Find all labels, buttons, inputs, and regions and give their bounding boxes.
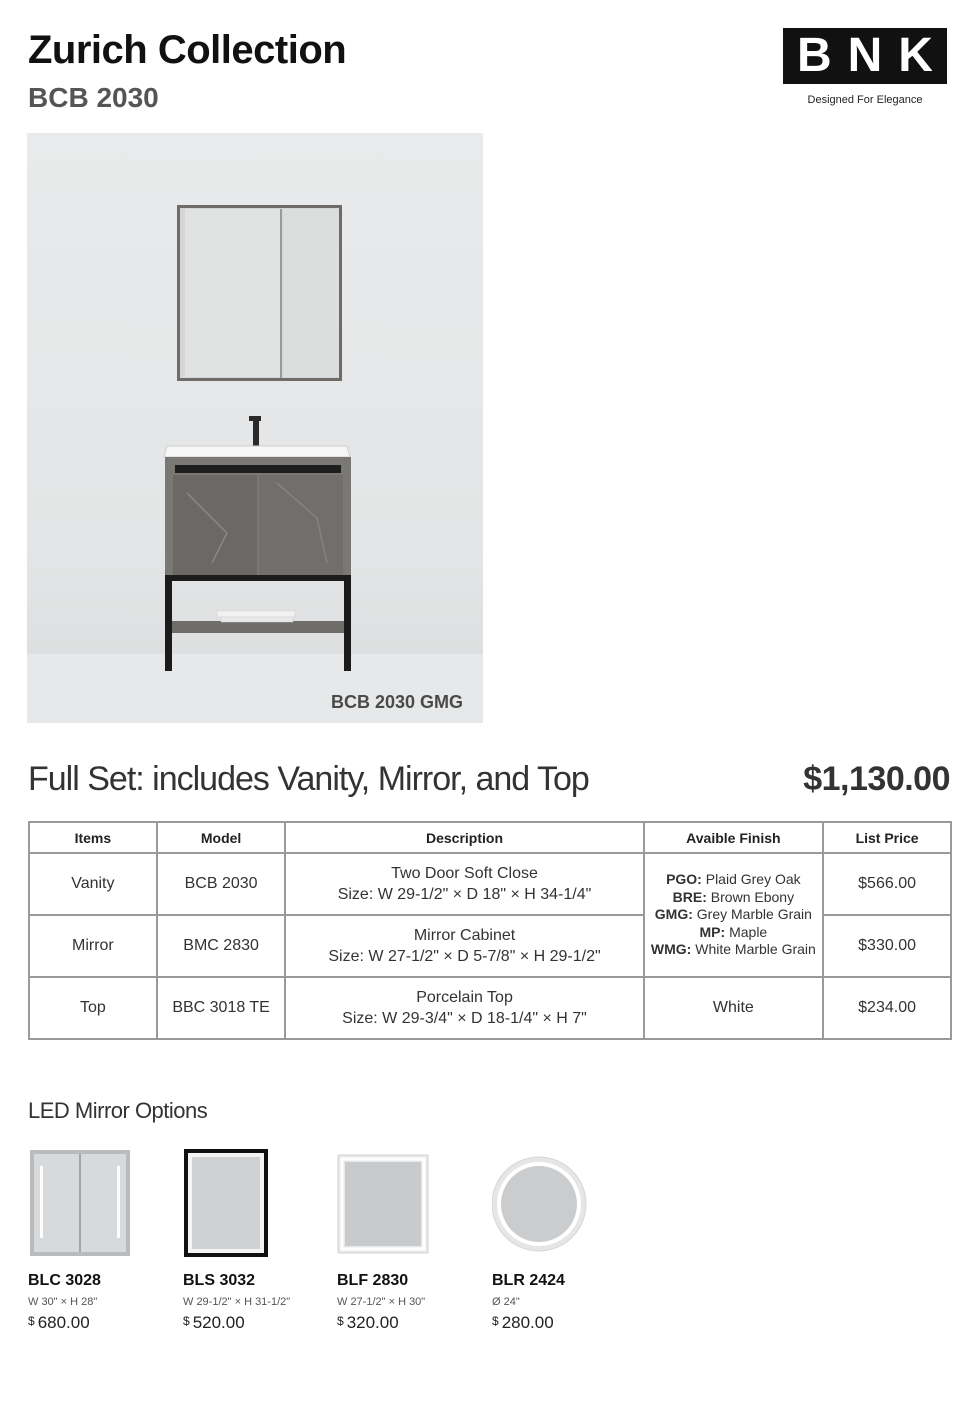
description-cell: [285, 977, 643, 1039]
medicine-cabinet-mirror-icon: [28, 1148, 138, 1258]
column-header-items: Items: [29, 822, 157, 853]
spec-table: [28, 821, 952, 1040]
led-option-card: [28, 1148, 178, 1333]
description-title: Porcelain Top: [416, 989, 513, 1006]
model-cell: BMC 2830: [157, 915, 286, 977]
description-title: Two Door Soft Close: [391, 865, 538, 882]
model-cell: BCB 2030: [157, 853, 286, 915]
option-model: BLC 3028: [28, 1272, 101, 1289]
option-size: W 27-1/2" × H 30": [337, 1296, 426, 1308]
option-size: W 29-1/2" × H 31-1/2": [183, 1296, 291, 1308]
led-option-card: [183, 1148, 333, 1333]
led-options-title: LED Mirror Options: [28, 1098, 208, 1123]
price-cell: $566.00: [823, 853, 951, 915]
led-option-card: [337, 1148, 487, 1333]
framed-mirror-icon: [183, 1148, 293, 1258]
full-set-label: Full Set: includes Vanity, Mirror, and Top: [28, 760, 589, 798]
finish-option: MP: Maple: [699, 923, 768, 940]
brand-logo-box: [783, 28, 947, 84]
column-header-finish: Avaible Finish: [644, 822, 824, 853]
logo-letter-n: N: [847, 29, 883, 82]
round-mirror-icon: [492, 1148, 602, 1258]
logo-letter-b: B: [796, 29, 832, 82]
finish-cell: White: [644, 977, 824, 1039]
full-set-price: $1,130.00: [803, 760, 950, 798]
product-photo: [27, 133, 483, 723]
finish-option: BRE: Brown Ebony: [672, 888, 795, 905]
option-size: W 30" × H 28": [28, 1296, 98, 1308]
option-model: BLR 2424: [492, 1272, 565, 1289]
item-cell: Top: [29, 977, 157, 1039]
option-price: $ 520.00: [183, 1313, 245, 1332]
page-title: Zurich Collection: [28, 28, 347, 72]
table-header-row: [29, 822, 951, 853]
mirror-cabinet-graphic: [177, 205, 342, 381]
vanity-illustration: [27, 133, 483, 723]
item-cell: Vanity: [29, 853, 157, 915]
vanity-graphic: [165, 457, 351, 671]
logo-letter-k: K: [898, 29, 933, 82]
table-row: [29, 977, 951, 1039]
led-option-card: [492, 1148, 642, 1333]
price-cell: $330.00: [823, 915, 951, 977]
photo-caption: BCB 2030 GMG: [330, 692, 463, 712]
option-price: $ 320.00: [337, 1313, 399, 1332]
column-header-price: List Price: [823, 822, 951, 853]
option-model: BLF 2830: [337, 1272, 409, 1289]
model-cell: BBC 3018 TE: [157, 977, 286, 1039]
finish-option: GMG: Grey Marble Grain: [654, 906, 812, 923]
option-model: BLS 3032: [183, 1272, 256, 1289]
price-cell: $234.00: [823, 977, 951, 1039]
table-row: [29, 853, 951, 915]
description-cell: [285, 853, 643, 915]
description-size: Size: W 29-3/4" × D 18-1/4" × H 7": [342, 1010, 587, 1027]
description-title: Mirror Cabinet: [413, 927, 516, 944]
finish-option: PGO: Plaid Grey Oak: [666, 871, 801, 888]
finish-option: WMG: White Marble Grain: [650, 941, 816, 958]
option-size: Ø 24": [492, 1296, 520, 1308]
item-cell: Mirror: [29, 915, 157, 977]
column-header-description: Description: [285, 822, 643, 853]
option-price: $ 280.00: [492, 1313, 554, 1332]
brand-logo: [783, 28, 947, 106]
description-size: Size: W 29-1/2" × D 18" × H 34-1/4": [337, 886, 592, 903]
frameless-mirror-icon: [337, 1148, 447, 1258]
finish-cell: [644, 853, 824, 977]
option-price: $ 680.00: [28, 1313, 90, 1332]
column-header-model: Model: [157, 822, 286, 853]
description-cell: [285, 915, 643, 977]
page-subtitle: BCB 2030: [28, 82, 159, 113]
description-size: Size: W 27-1/2" × D 5-7/8" × H 29-1/2": [328, 948, 601, 965]
brand-tagline: Designed For Elegance: [807, 94, 923, 106]
